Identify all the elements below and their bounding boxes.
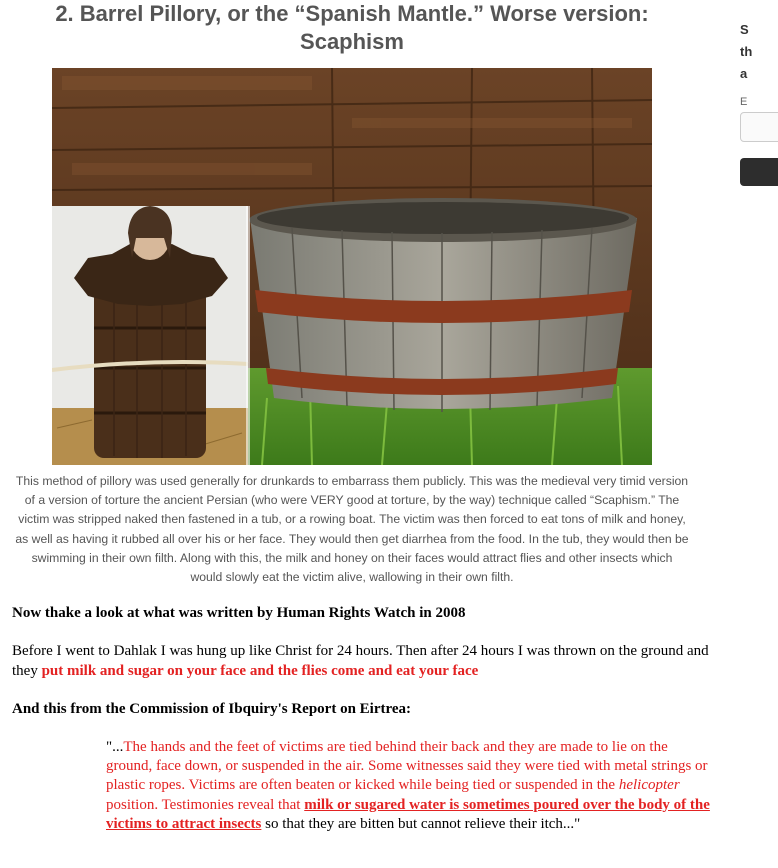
heading-line-1: 2. Barrel Pillory, or the “Spanish Mantle.” Worse version: [55,1,649,26]
heading-line-2: Scaphism [300,29,404,54]
quote-part-1: The hands and the feet of victims are tied behind their back and they are made to lie on the ground, face down, or suspended in the air. Some witnesses said they were tied with metal strings or plastic ropes. Victims are often beaten or kicked while being tied or suspended in the [106,739,708,794]
sidebar-text-line-2: th [740,44,753,59]
sidebar-text-line-1: S [740,22,749,37]
testimony-text: Before I went to Dahlak I was hung up like Christ for 24 hours. Then after 24 hours I was thrown on the ground and they [12,643,709,679]
barrel-pillory-photo [52,68,652,465]
sidebar-email-input[interactable] [740,112,778,142]
article-heading [0,0,704,56]
hrw-intro: Now thake a look at what was written by Human Rights Watch in 2008 [12,605,466,621]
testimony-emphasis: put milk and sugar on your face and the flies come and eat your face [41,662,479,679]
quote-part-3: so that they are bitten but cannot relieve their itch..." [261,815,581,832]
commission-intro: And this from the Commission of Ibquiry's Report on Eirtrea: [12,701,412,717]
sidebar-submit-button[interactable] [740,158,778,186]
sidebar-field-label: E [740,96,748,108]
sidebar-text-line-3: a [740,66,748,81]
commission-quote [106,738,716,834]
quote-open: "... [106,739,124,755]
quote-italic: helicopter [618,777,680,794]
testimony-paragraph [12,642,717,681]
quote-highlight: milk or sugared water is sometimes poured over the body of the victims to attract insects [106,796,710,832]
photo-caption: This method of pillory was used generally for drunkards to embarrass them publicly. This was the medieval very timid version of a version of torture the ancient Persian (who were VERY good at torture, by the way) technique called “Scaphism.” The victim was stripped naked then fastened in a tub, or a rowing boat. The victim was then forced to eat tons of milk and honey, as well as having it rubbed all over his or her face. They would then get diarrhea from the food. In the tub, they would then be swimming in their own filth. Along with this, the milk and honey on their faces would attract flies and other insects which would slowly eat the victim alive, wallowing in their own filth. [15,474,689,585]
quote-part-2: position. Testimonies reveal that [106,796,305,813]
photo-illustration [52,68,652,465]
